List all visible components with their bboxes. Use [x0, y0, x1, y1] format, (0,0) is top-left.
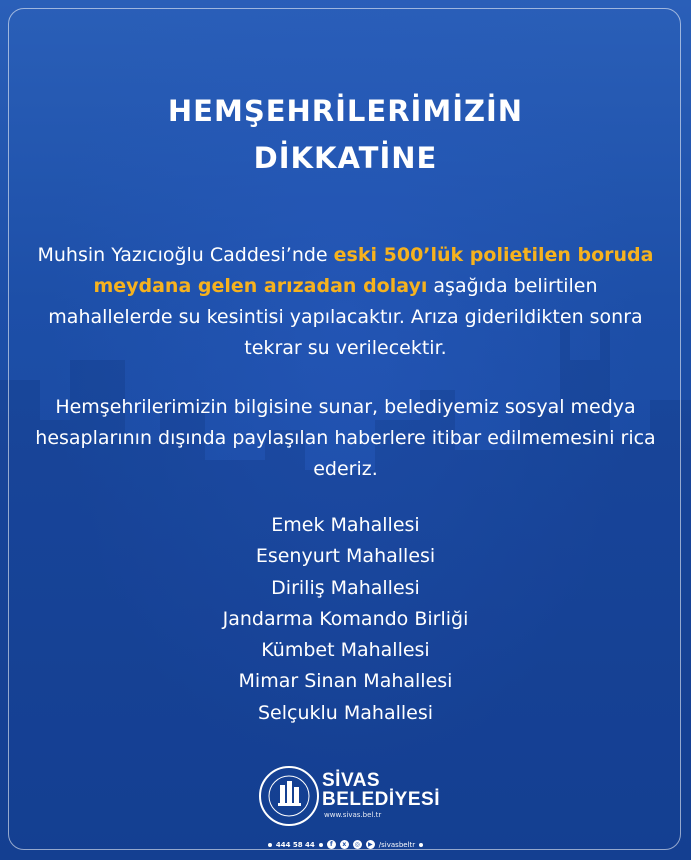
title-line-1: HEMŞEHRİLERİMİZİN	[167, 94, 524, 128]
bullet-icon	[268, 843, 272, 847]
social-handle: /sivasbeltr	[378, 840, 416, 849]
municipality-logo	[258, 765, 438, 829]
x-icon[interactable]: x	[340, 840, 349, 849]
list-item: Jandarma Komando Birliği	[222, 607, 469, 630]
youtube-icon[interactable]: ▶	[366, 840, 375, 849]
page-title	[0, 88, 691, 182]
highlighted-text: eski 500’lük polietilen boruda meydana gelen arızadan dolayı	[93, 244, 654, 297]
facebook-icon[interactable]: f	[327, 840, 336, 849]
list-item: Emek Mahallesi	[271, 514, 420, 536]
website-link[interactable]: www.sivas.bel.tr	[324, 811, 382, 819]
list-item: Diriliş Mahallesi	[271, 576, 420, 599]
paragraph-text-end: aşağıda belirtilen mahallelerde su kesintisi yapılacaktır. Arıza giderildikten sonra tekrar su verilecektir.	[48, 275, 643, 359]
bullet-icon	[419, 843, 423, 847]
footer-contact	[0, 840, 691, 849]
brand-name-line-2: BELEDİYESİ	[322, 789, 440, 810]
brand-name-line-1: SİVAS	[322, 770, 381, 791]
list-item: Esenyurt Mahallesi	[255, 545, 436, 568]
list-item: Selçuklu Mahallesi	[257, 701, 434, 724]
neighborhood-list	[0, 510, 691, 729]
list-item: Mimar Sinan Mahallesi	[238, 670, 453, 693]
title-line-2: DİKKATİNE	[253, 141, 438, 175]
list-item: Kümbet Mahallesi	[261, 639, 430, 662]
phone-number: 444 58 44	[275, 840, 315, 849]
instagram-icon[interactable]: ◎	[354, 841, 360, 848]
paragraph-text-start: Muhsin Yazıcıoğlu Caddesi’nde	[37, 244, 334, 266]
announcement-paragraph	[30, 240, 661, 364]
notice-paragraph: Hemşehrilerimizin bilgisine sunar, belediyemiz sosyal medya hesaplarının dışında paylaşılan haberlere itibar edilmemesini rica ederiz.	[35, 396, 656, 480]
bullet-icon	[319, 843, 323, 847]
seal-icon	[258, 765, 320, 827]
